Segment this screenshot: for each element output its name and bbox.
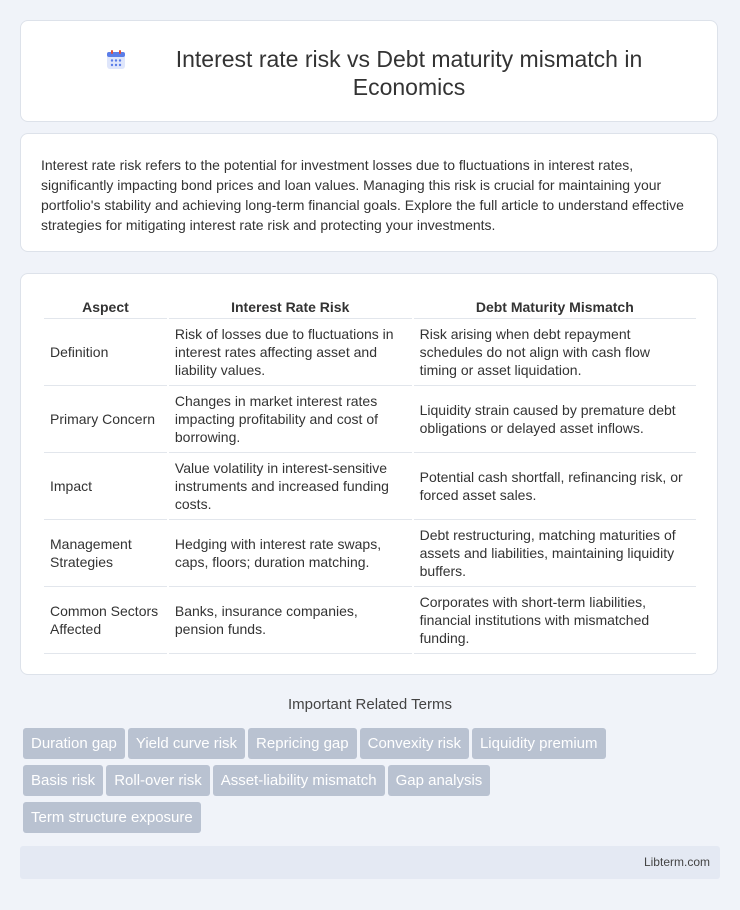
cell-interest: Changes in market interest rates impacting profitability and cost of borrowing. [169, 386, 412, 453]
intro-text: Interest rate risk refers to the potential for investment losses due to fluctuations in interest rates, significantly impacting bond prices and loan values. Managing this risk is crucial for maintaining your portfolio's stability and achieving long-term financial goals. Explore the full article to understand effective strategies for mitigating interest rate risk and protecting your investments. [41, 157, 684, 233]
tag-repricing-gap[interactable]: Repricing gap [248, 728, 357, 759]
cell-mismatch: Risk arising when debt repayment schedules do not align with cash flow timing or asset liquidation. [414, 319, 696, 386]
page-title: Interest rate risk vs Debt maturity mismatch in Economics [175, 46, 643, 100]
table-header-row [44, 296, 696, 319]
tag-asset-liability-mismatch[interactable]: Asset-liability mismatch [213, 765, 385, 796]
table-row [44, 453, 696, 520]
cell-interest: Risk of losses due to fluctuations in interest rates affecting asset and liability values. [169, 319, 412, 386]
cell-interest: Value volatility in interest-sensitive instruments and increased funding costs. [169, 453, 412, 520]
comparison-card [20, 273, 718, 675]
cell-interest: Banks, insurance companies, pension funds. [169, 587, 412, 654]
tag-liquidity-premium[interactable]: Liquidity premium [472, 728, 606, 759]
table-row [44, 319, 696, 386]
intro-card [20, 133, 718, 252]
cell-mismatch: Liquidity strain caused by premature debt obligations or delayed asset inflows. [414, 386, 696, 453]
tag-gap-analysis[interactable]: Gap analysis [388, 765, 491, 796]
tag-convexity-risk[interactable]: Convexity risk [360, 728, 469, 759]
cell-aspect: Impact [44, 453, 167, 520]
tag-duration-gap[interactable]: Duration gap [23, 728, 125, 759]
related-terms-title: Important Related Terms [288, 696, 452, 713]
cell-aspect: Definition [44, 319, 167, 386]
cell-aspect: Primary Concern [44, 386, 167, 453]
tag-term-structure-exposure[interactable]: Term structure exposure [23, 802, 201, 833]
header-interest-rate-risk: Interest Rate Risk [169, 296, 412, 319]
comparison-table [42, 296, 698, 654]
header-card [20, 20, 718, 122]
footer [20, 846, 720, 879]
cell-mismatch: Debt restructuring, matching maturities of assets and liabilities, maintaining liquidity buffers. [414, 520, 696, 587]
table-row [44, 520, 696, 587]
tag-roll-over-risk[interactable]: Roll-over risk [106, 765, 210, 796]
table-row [44, 386, 696, 453]
cell-mismatch: Potential cash shortfall, refinancing risk, or forced asset sales. [414, 453, 696, 520]
tag-basis-risk[interactable]: Basis risk [23, 765, 103, 796]
cell-aspect: Common Sectors Affected [44, 587, 167, 654]
table-row [44, 587, 696, 654]
cell-aspect: Management Strategies [44, 520, 167, 587]
related-terms-list [23, 728, 723, 839]
cell-interest: Hedging with interest rate swaps, caps, floors; duration matching. [169, 520, 412, 587]
header-debt-maturity-mismatch: Debt Maturity Mismatch [414, 296, 696, 319]
cell-mismatch: Corporates with short-term liabilities, financial institutions with mismatched funding. [414, 587, 696, 654]
footer-brand-link[interactable]: Libterm.com [643, 855, 710, 869]
header-aspect: Aspect [44, 296, 167, 319]
tag-yield-curve-risk[interactable]: Yield curve risk [128, 728, 245, 759]
